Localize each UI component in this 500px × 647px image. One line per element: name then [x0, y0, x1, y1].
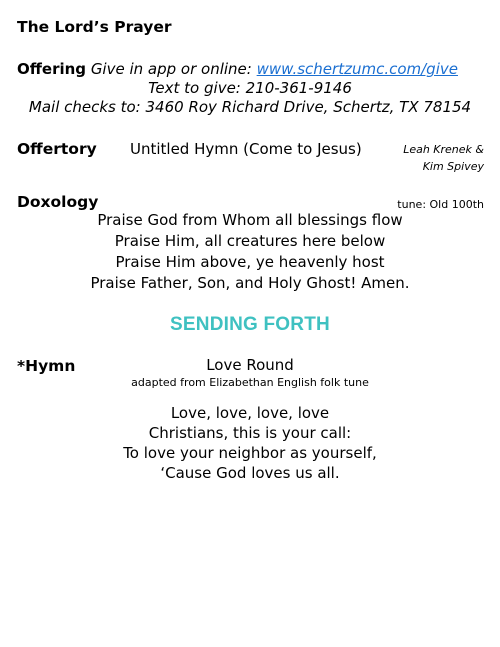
- hymn-line: Christians, this is your call:: [148, 424, 352, 442]
- offertory-label: Offertory: [17, 140, 97, 158]
- sending-forth-title: SENDING FORTH: [170, 314, 330, 335]
- doxology-line: Praise Him, all creatures here below: [114, 232, 386, 250]
- text-to-give: Text to give: 210-361-9146: [148, 79, 352, 97]
- offering-line: [17, 60, 458, 78]
- offertory-credit-line2: Kim Spivey: [422, 160, 484, 173]
- give-link[interactable]: www.schertzumc.com/give: [256, 60, 458, 78]
- lords-prayer-heading: The Lord’s Prayer: [17, 18, 172, 36]
- hymn-line: To love your neighbor as yourself,: [123, 444, 377, 462]
- doxology-line: Praise God from Whom all blessings flow: [97, 211, 403, 229]
- mail-checks: Mail checks to: 3460 Roy Richard Drive, Schertz, TX 78154: [28, 98, 472, 116]
- hymn-title: Love Round: [206, 356, 294, 374]
- doxology-line: Praise Him above, ye heavenly host: [115, 253, 385, 271]
- hymn-line: Love, love, love, love: [170, 404, 330, 422]
- doxology-line: Praise Father, Son, and Holy Ghost! Amen.: [90, 274, 410, 292]
- hymn-line: ‘Cause God loves us all.: [160, 464, 340, 482]
- offering-label: Offering: [17, 60, 87, 78]
- doxology-label: Doxology: [17, 193, 99, 211]
- offertory-credit-line1: Leah Krenek &: [403, 143, 484, 156]
- offertory-title: Untitled Hymn (Come to Jesus): [130, 140, 362, 158]
- hymn-label: *Hymn: [17, 357, 76, 375]
- offering-give-text: Give in app or online:: [90, 60, 252, 78]
- hymn-source: adapted from Elizabethan English folk tune: [131, 376, 369, 389]
- doxology-tune: tune: Old 100th: [397, 198, 484, 211]
